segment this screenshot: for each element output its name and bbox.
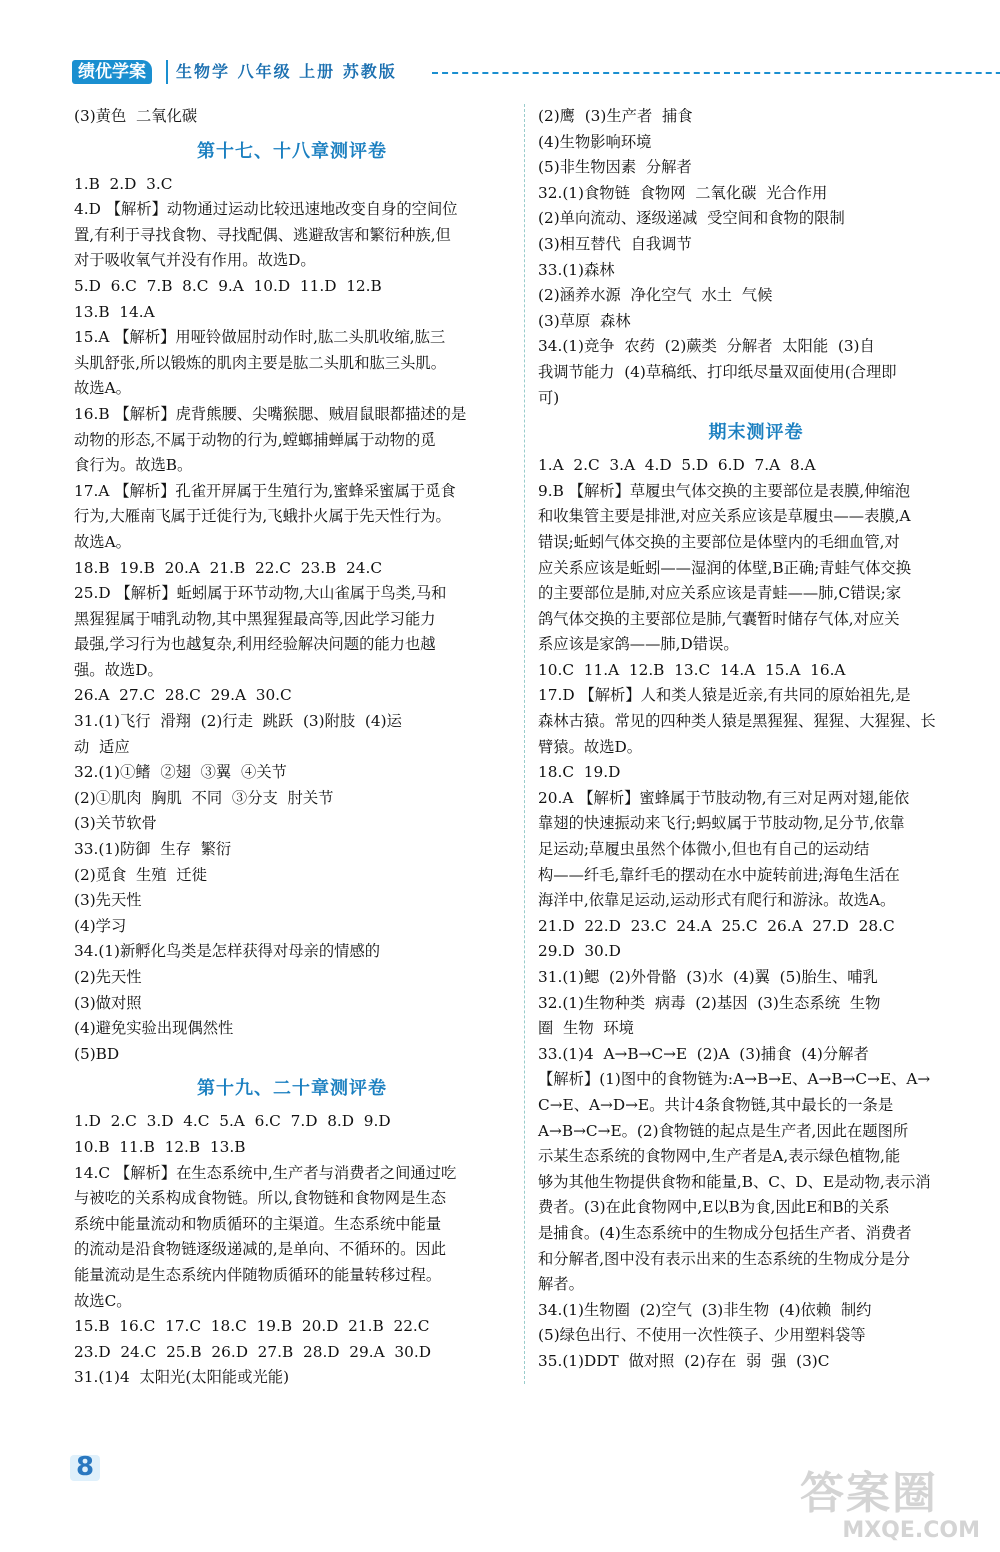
answer-line: 能量流动是生态系统内伴随物质循环的能量转移过程。 [74, 1265, 442, 1284]
answer-line: 动物的形态,不属于动物的行为,螳螂捕蝉属于动物的觅 [74, 430, 436, 449]
answer-line: 1.A 2.C 3.A 4.D 5.D 6.D 7.A 8.A [538, 456, 816, 475]
section-title: 期末测评卷 [708, 422, 804, 444]
answer-line: (2)涵养水源 净化空气 水土 气候 [538, 286, 773, 305]
answer-line: (2)觅食 生殖 迁徙 [74, 865, 207, 884]
answer-line: (3)关节软骨 [74, 814, 157, 833]
answer-line: (5)非生物因素 分解者 [538, 158, 692, 177]
watermark-logo [800, 1470, 980, 1550]
answer-line: (2)先天性 [74, 968, 142, 986]
answer-line: 17.D 【解析】人和类人猿是近亲,有共同的原始祖先,是 [538, 686, 911, 705]
answer-line: (4)避免实验出现偶然性 [74, 1019, 234, 1038]
answer-line: 对于吸收氧气并没有作用。故选D。 [74, 251, 316, 270]
answer-line: 故选A。 [74, 379, 131, 398]
answer-line: 15.B 16.C 17.C 18.C 19.B 20.D 21.B 22.C [74, 1317, 430, 1336]
answer-line: (4)学习 [74, 916, 127, 935]
answer-line: 23.D 24.C 25.B 26.D 27.B 28.D 29.A 30.D [74, 1342, 431, 1361]
answer-line: 和分解者,图中没有表示出来的生态系统的生物成分是分 [538, 1249, 910, 1268]
answer-line: (3)做对照 [74, 993, 142, 1012]
answer-line: (3)草原 森林 [538, 311, 631, 330]
answer-line: 32.(1)食物链 食物网 二氧化碳 光合作用 [538, 183, 828, 202]
answer-line: 31.(1)飞行 滑翔 (2)行走 跳跃 (3)附肢 (4)运 [74, 712, 402, 731]
answer-line: 29.D 30.D [538, 942, 621, 961]
answer-line: 圈 生物 环境 [538, 1019, 634, 1038]
answer-line: 足运动;草履虫虽然个体微小,但也有自己的运动结 [538, 840, 870, 859]
answer-line: 4.D 【解析】动物通过运动比较迅速地改变自身的空间位 [74, 200, 458, 219]
answer-line: (3)先天性 [74, 891, 142, 910]
answer-line: 10.B 11.B 12.B 13.B [74, 1137, 246, 1156]
answer-line: 10.C 11.A 12.B 13.C 14.A 15.A 16.A [538, 660, 846, 679]
header-dashed-rule [432, 72, 1000, 74]
answer-line: (3)黄色 二氧化碳 [74, 107, 198, 125]
answer-line: 是捕食。(4)生态系统中的生物成分包括生产者、消费者 [538, 1223, 912, 1242]
answer-line: 31.(1)鳃 (2)外骨骼 (3)水 (4)翼 (5)胎生、哺乳 [538, 968, 878, 986]
answer-line: 系统中能量流动和物质循环的主渠道。生态系统中能量 [74, 1214, 442, 1233]
answer-line: 34.(1)新孵化鸟类是怎样获得对母亲的情感的 [74, 942, 381, 961]
watermark-text: 答案圈 [800, 1468, 938, 1519]
answer-line: (5)BD [74, 1044, 120, 1063]
answer-line: 故选C。 [74, 1291, 132, 1310]
answer-line: (4)生物影响环境 [538, 132, 652, 151]
answer-line: 费者。(3)在此食物网中,E以B为食,因此E和B的关系 [538, 1198, 890, 1217]
answer-line: 解者。 [538, 1275, 584, 1294]
answer-line: 可) [538, 388, 560, 407]
answer-line: (3)相互替代 自我调节 [538, 234, 692, 253]
answer-line: 26.A 27.C 28.C 29.A 30.C [74, 686, 292, 705]
answer-line: A→B→C→E。(2)食物链的起点是生产者,因此在题图所 [538, 1121, 909, 1140]
answer-line: 置,有利于寻找食物、寻找配偶、逃避敌害和繁衍种族,但 [74, 225, 451, 244]
answer-line: 13.B 14.A [74, 302, 155, 321]
answer-line: 行为,大雁南飞属于迁徙行为,飞蛾扑火属于先天性行为。 [74, 507, 451, 526]
answer-line: 强。故选D。 [74, 660, 163, 679]
answer-line: 食行为。故选B。 [74, 456, 193, 475]
answer-line: 森林古猿。常见的四种类人猿是黑猩猩、猩猩、大猩猩、长 [538, 712, 936, 731]
answer-line: 黑猩猩属于哺乳动物,其中黑猩猩最高等,因此学习能力 [74, 609, 436, 628]
answer-line: 25.D 【解析】蚯蚓属于环节动物,大山雀属于鸟类,马和 [74, 584, 447, 603]
answer-line: (5)绿色出行、不使用一次性筷子、少用塑料袋等 [538, 1326, 866, 1345]
answer-line: 我调节能力 (4)草稿纸、打印纸尽量双面使用(合理即 [538, 362, 897, 381]
answer-line: 33.(1)森林 [538, 260, 615, 279]
page-header [72, 58, 972, 88]
answer-line: 33.(1)防御 生存 繁衍 [74, 840, 232, 859]
answer-line: 14.C 【解析】在生态系统中,生产者与消费者之间通过吃 [74, 1163, 457, 1182]
answer-line: 示某生态系统的食物网中,生产者是A,表示绿色植物,能 [538, 1147, 901, 1166]
right-column [538, 104, 974, 1375]
answer-line: 靠翅的快速振动来飞行;蚂蚁属于节肢动物,足分节,依靠 [538, 814, 905, 833]
answer-line: 18.C 19.D [538, 763, 621, 782]
answer-line: 最强,学习行为也越复杂,利用经验解决问题的能力也越 [74, 635, 436, 654]
answer-line: 头肌舒张,所以锻炼的肌肉主要是肱二头肌和肱三头肌。 [74, 353, 446, 372]
answer-line: C→E、A→D→E。共计4条食物链,其中最长的一条是 [538, 1095, 894, 1114]
answer-line: 17.A 【解析】孔雀开屏属于生殖行为,蜜蜂采蜜属于觅食 [74, 481, 456, 500]
answer-line: 臂猿。故选D。 [538, 737, 643, 756]
answer-line: 1.B 2.D 3.C [74, 174, 173, 193]
brand-badge: 绩优学案 [72, 60, 152, 84]
answer-line: 故选A。 [74, 532, 131, 551]
answer-line: 海洋中,依靠足运动,运动形式有爬行和游泳。故选A。 [538, 891, 896, 910]
book-subject: 生物学 八年级 上册 苏教版 [176, 62, 397, 81]
answer-line: 动 适应 [74, 737, 130, 756]
answer-line: 的主要部位是肺,对应关系应该是青蛙——肺,C错误;家 [538, 584, 902, 603]
answer-line: 的流动是沿食物链逐级递减的,是单向、不循环的。因此 [74, 1240, 446, 1259]
answer-line: 34.(1)竞争 农药 (2)蕨类 分解者 太阳能 (3)自 [538, 337, 875, 356]
answer-line: 35.(1)DDT 做对照 (2)存在 弱 强 (3)C [538, 1351, 830, 1370]
left-column [74, 104, 510, 1391]
section-title: 第十九、二十章测评卷 [197, 1078, 387, 1100]
answer-line: (2)①肌肉 胸肌 不同 ③分支 肘关节 [74, 788, 334, 807]
brand-separator [166, 60, 168, 84]
answer-line: 与被吃的关系构成食物链。所以,食物链和食物网是生态 [74, 1189, 446, 1208]
answer-line: (2)鹰 (3)生产者 捕食 [538, 107, 693, 125]
answer-line: 5.D 6.C 7.B 8.C 9.A 10.D 11.D 12.B [74, 276, 382, 295]
answer-line: 21.D 22.D 23.C 24.A 25.C 26.A 27.D 28.C [538, 916, 895, 935]
answer-line: 33.(1)4 A→B→C→E (2)A (3)捕食 (4)分解者 [538, 1044, 869, 1063]
page-number: 8 [76, 1452, 95, 1482]
answer-line: 15.A 【解析】用哑铃做屈肘动作时,肱二头肌收缩,肱三 [74, 328, 446, 347]
answer-line: 错误;蚯蚓气体交换的主要部位是体壁内的毛细血管,对 [538, 532, 900, 551]
section-title: 第十七、十八章测评卷 [197, 140, 387, 162]
answer-line: 应关系应该是蚯蚓——湿润的体壁,B正确;青蛙气体交换 [538, 558, 912, 577]
watermark-url: MXQE.COM [842, 1518, 980, 1543]
answer-line: 32.(1)①鳍 ②翅 ③翼 ④关节 [74, 763, 287, 782]
answer-line: 1.D 2.C 3.D 4.C 5.A 6.C 7.D 8.D 9.D [74, 1112, 391, 1131]
answer-line: 鸽气体交换的主要部位是肺,气囊暂时储存气体,对应关 [538, 609, 900, 628]
answer-line: 16.B 【解析】虎背熊腰、尖嘴猴腮、贼眉鼠眼都描述的是 [74, 404, 467, 423]
answer-line: (2)单向流动、逐级递减 受空间和食物的限制 [538, 209, 845, 228]
answer-line: 31.(1)4 太阳光(太阳能或光能) [74, 1368, 290, 1387]
answer-line: 20.A 【解析】蜜蜂属于节肢动物,有三对足两对翅,能依 [538, 788, 910, 807]
answer-line: 9.B 【解析】草履虫气体交换的主要部位是表膜,伸缩泡 [538, 481, 911, 500]
answer-line: 32.(1)生物种类 病毒 (2)基因 (3)生态系统 生物 [538, 993, 881, 1012]
answer-line: 【解析】(1)图中的食物链为:A→B→E、A→B→C→E、A→ [538, 1070, 931, 1089]
answer-line: 构——纤毛,靠纤毛的摆动在水中旋转前进;海龟生活在 [538, 865, 900, 884]
answer-line: 够为其他生物提供食物和能量,B、C、D、E是动物,表示消 [538, 1172, 931, 1191]
answer-line: 18.B 19.B 20.A 21.B 22.C 23.B 24.C [74, 558, 383, 577]
answer-line: 系应该是家鸽——肺,D错误。 [538, 635, 739, 654]
answer-line: 34.(1)生物圈 (2)空气 (3)非生物 (4)依赖 制约 [538, 1300, 872, 1319]
answer-line: 和收集管主要是排泄,对应关系应该是草履虫——表膜,A [538, 507, 911, 526]
column-divider [524, 104, 525, 1384]
